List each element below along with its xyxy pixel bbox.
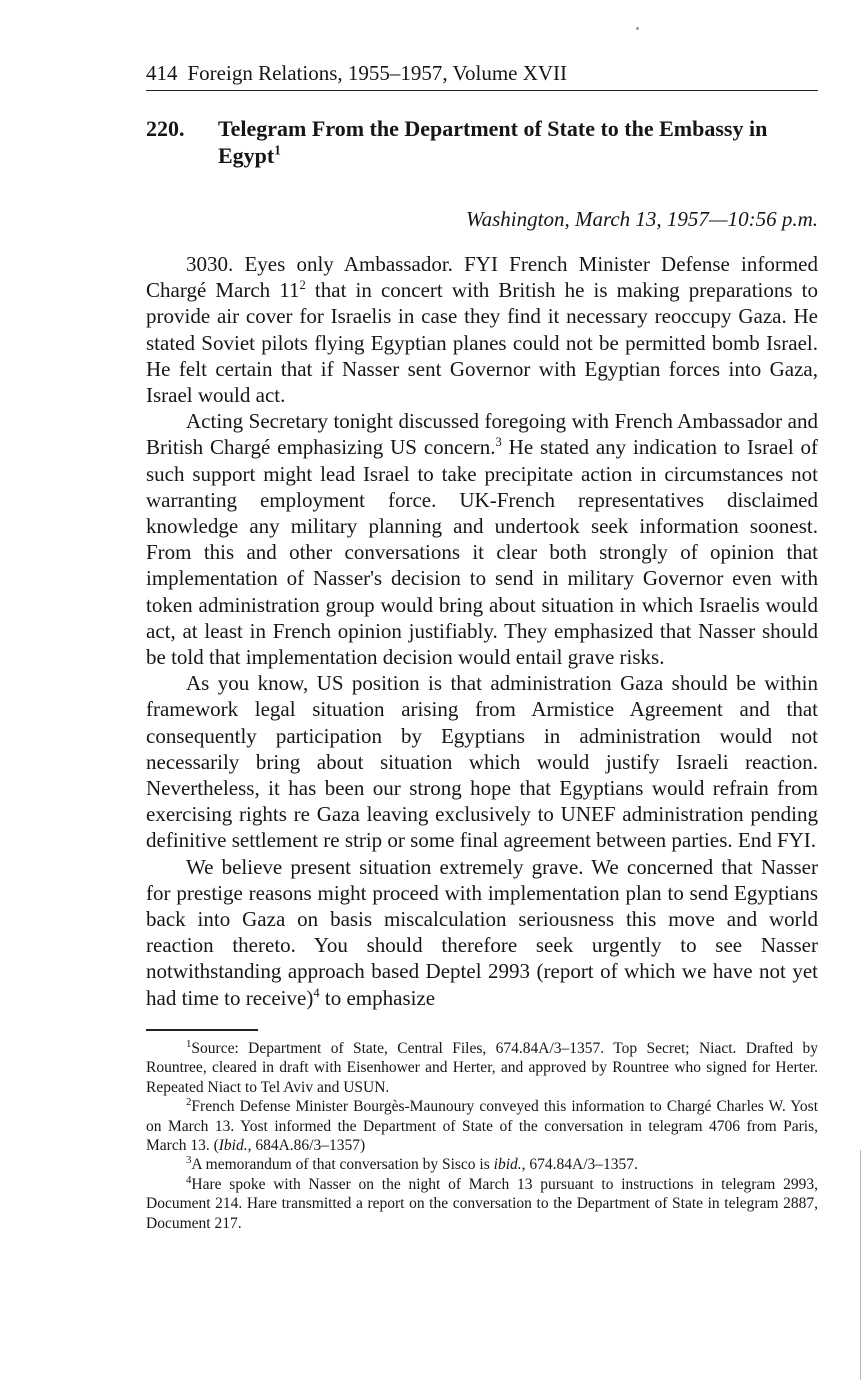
scan-speck: [636, 27, 639, 30]
footnote-3-number: 3: [186, 1154, 192, 1167]
paragraph-4-text-a: We believe present situation extremely grave. We concerned that Nasser for prestige reasons might proceed with implementation plan to send Egyptians back into Gaza on basis miscalculation seriousness this move and world reaction thereto. You should therefore seek urgently to see Nasser notwithstanding approach based Deptel 2993 (report of which we have not yet had time to receive): [146, 854, 818, 1010]
footnote-3-ibid: ibid.: [493, 1156, 522, 1174]
footnote-ref-2[interactable]: 2: [299, 278, 306, 293]
footnote-2-number: 2: [186, 1095, 192, 1108]
document-heading: [146, 115, 818, 169]
footnote-2-text-b: , 684A.86/3–1357): [247, 1136, 366, 1154]
footnote-1-text: Source: Department of State, Central Files, 674.84A/3–1357. Top Secret; Niact. Drafted by Rountree, cleared in draft with Eisenhower and Herter, and approved by Rountree who signed for Herter. Repeated Niact to Tel Aviv and USUN.: [146, 1039, 818, 1096]
footnote-4-number: 4: [186, 1173, 192, 1186]
running-head: [146, 58, 818, 91]
paragraph-2: [146, 408, 818, 670]
footnote-2-text-a: French Defense Minister Bourgès-Maunoury conveyed this information to Chargé Charles W. Yost on March 13. Yost informed the Department of State of the conversation in telegram 4706 from Paris, March 13. (: [146, 1098, 818, 1154]
footnote-3: [146, 1155, 818, 1174]
paragraph-4-text-b: to emphasize: [319, 985, 436, 1010]
footnote-4: [146, 1175, 818, 1233]
document-title: [218, 115, 818, 169]
footnote-1: [146, 1039, 818, 1097]
dateline: Washington, March 13, 1957—10:56 p.m.: [466, 207, 818, 231]
paragraph-2-text-b: He stated any indication to Israel of such support might lead Israel to take precipitate action in circumstances not warranting employment force. UK-French representatives disclaimed knowledge any military planning and undertook seek information soonest. From this and other conversations it clear both strongly of opinion that implementation of Nasser's decision to send in military Governor even with token administration group would bring about situation in which Israelis would act, at least in French opinion justifiably. They emphasized that Nasser should be told that implementation decision would entail grave risks.: [146, 435, 818, 670]
document-number: 220.: [146, 116, 185, 141]
paragraph-1: [146, 251, 818, 408]
footnote-ref-3[interactable]: 3: [495, 435, 502, 450]
footnote-3-text-a: A memorandum of that conversation by Sisco is: [191, 1156, 494, 1174]
series-title: Foreign Relations, 1955–1957, Volume XVII: [187, 61, 568, 85]
paragraph-1-text-a: 3030. Eyes only Ambassador. FYI French Minister Defense informed Chargé March 11: [146, 252, 818, 303]
footnotes: [146, 1039, 818, 1233]
paragraph-3: As you know, US position is that administration Gaza should be within framework legal situation arising from Armistice Agreement and that consequently participation by Egyptians in administration would not necessarily bring about situation which would justify Israeli reaction. Nevertheless, it has been our strong hope that Egyptians would refrain from exercising rights re Gaza leaving exclusively to UNEF administration pending definitive settlement re strip or some final agreement between parties. End FYI.: [146, 671, 818, 853]
document-page: [146, 58, 818, 1233]
footnote-2-ibid: Ibid.: [218, 1136, 248, 1154]
footnote-4-text: Hare spoke with Nasser on the night of March 13 pursuant to instructions in telegram 2993, Document 214. Hare transmitted a report on the conversation to the Department of State in telegram 2887, Document 217.: [146, 1175, 818, 1232]
footnote-ref-1[interactable]: 1: [274, 142, 281, 158]
paragraph-1-text-b: that in concert with British he is making preparations to provide air cover for Israelis in case they find it necessary reoccupy Gaza. He stated Soviet pilots flying Egyptian planes could not be permitted bomb Israel. He felt certain that if Nasser sent Governor with Egyptian forces into Gaza, Israel would act.: [146, 278, 818, 408]
paragraph-4: [146, 854, 818, 1011]
footnote-1-number: 1: [186, 1037, 192, 1050]
footnote-3-text-b: , 674.84A/3–1357.: [521, 1156, 638, 1174]
document-title-text: Telegram From the Department of State to the Embassy in Egypt: [218, 116, 768, 168]
footnote-ref-4[interactable]: 4: [313, 985, 320, 1000]
footnote-divider: [146, 1029, 258, 1031]
paragraph-2-text-a: Acting Secretary tonight discussed foregoing with French Ambassador and British Chargé emphasizing US concern.: [146, 409, 818, 460]
telegram-body: [146, 251, 818, 1011]
footnote-2: [146, 1097, 818, 1155]
page-number: 414: [146, 61, 178, 85]
